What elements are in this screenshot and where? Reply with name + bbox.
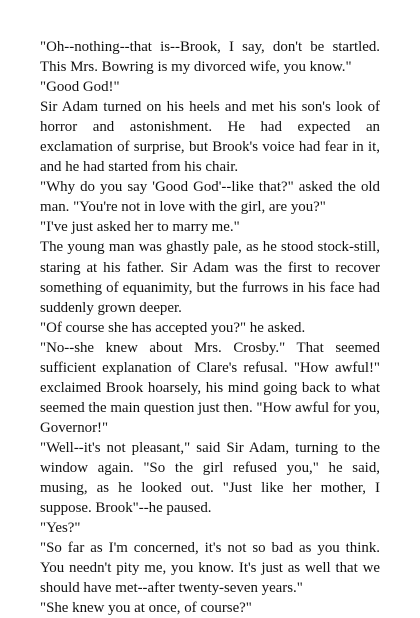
paragraph-2: "Good God!" xyxy=(40,79,120,96)
paragraph-3: Sir Adam turned on his heels and met his son's look of horror and astonishment. He had expected an exclamation of surprise, but Brook's voice had fear in it, and he had started from his chair. xyxy=(40,99,380,176)
paragraph-4: "Why do you say 'Good God'--like that?" asked the old man. "You're not in love with the girl, are you?" xyxy=(40,179,380,216)
paragraph-12: "She knew you at once, of course?" xyxy=(40,600,252,617)
paragraph-9: "Well--it's not pleasant," said Sir Adam, turning to the window again. "So the girl refused you," he said, musing, as he looked out. "Just like her mother, I suppose. Brook"--he paused. xyxy=(40,439,380,517)
paragraph-5: "I've just asked her to marry me." xyxy=(40,219,240,236)
paragraph-10: "Yes?" xyxy=(40,520,81,537)
paragraph-11: "So far as I'm concerned, it's not so bad as you think. You needn't pity me, you know. It's just as well that we should have met--after twenty-seven years." xyxy=(40,540,380,597)
paragraph-8: "No--she knew about Mrs. Crosby." That seemed sufficient explanation of Clare's refusal. "How awful!" exclaimed Brook hoarsely, his mind going back to what seemed the main question just then. "How awful for you, Governor!" xyxy=(40,339,380,436)
book-page xyxy=(40,37,380,618)
paragraph-6: The young man was ghastly pale, as he stood stock-still, staring at his father. Sir Adam was the first to recover something of equanimity, but the furrows in his face had suddenly grown deeper. xyxy=(40,239,380,316)
paragraph-7: "Of course she has accepted you?" he asked. xyxy=(40,319,306,336)
paragraph-1: "Oh--nothing--that is--Brook, I say, don't be startled. This Mrs. Bowring is my divorced wife, you know." xyxy=(40,39,380,76)
